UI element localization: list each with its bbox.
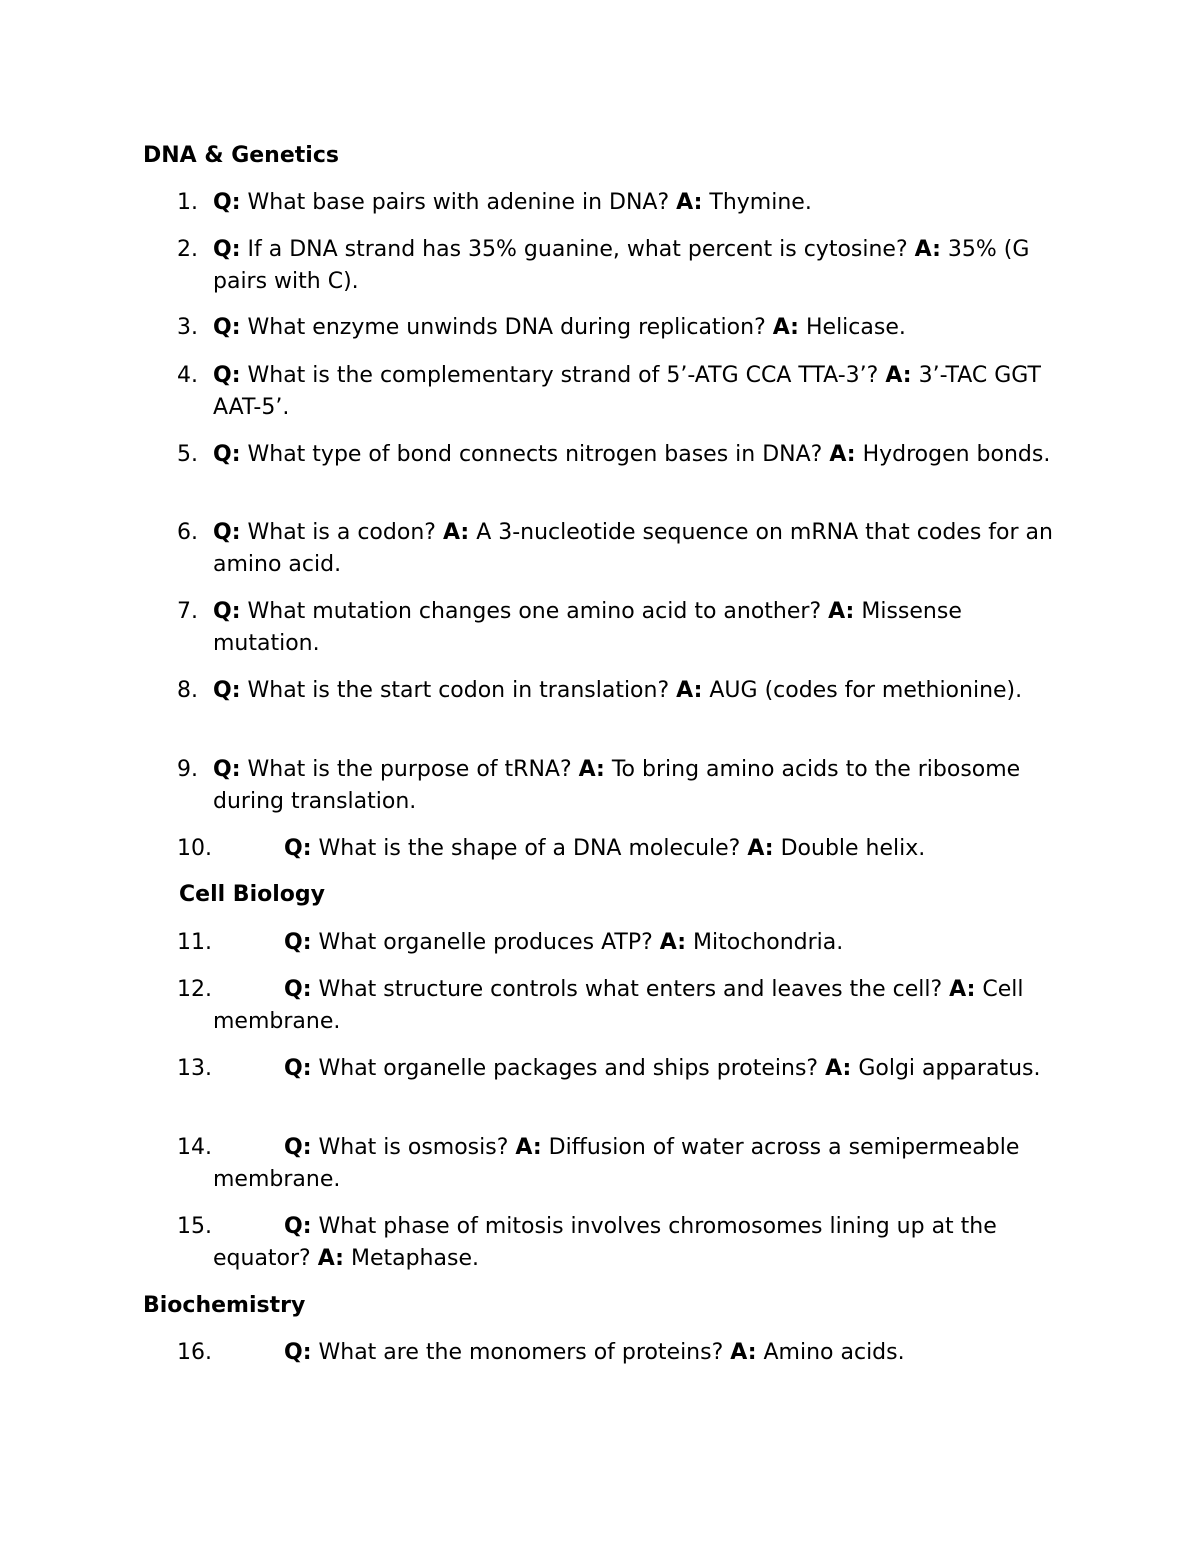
answer-text: To bring amino acids to the ribosome during translation. (213, 757, 1021, 814)
answer-label: A: (442, 520, 470, 545)
answer-text: A 3-nucleotide sequence on mRNA that codes for an amino acid. (213, 520, 1053, 577)
question-text: What type of bond connects nitrogen bases in DNA? (247, 442, 823, 467)
question-text: What is the start codon in translation? (247, 678, 670, 703)
item-number: 2. (177, 237, 198, 262)
answer-text: Double helix. (780, 836, 926, 861)
answer-text: Diffusion of water across a semipermeable membrane. (213, 1135, 1020, 1192)
item-number: 13. (177, 1056, 212, 1081)
answer-text: Missense mutation. (213, 599, 962, 656)
item-text (213, 312, 1063, 344)
answer-label: A: (828, 599, 855, 624)
item-number: 14. (177, 1135, 212, 1160)
item-text (213, 675, 1063, 707)
item-text (213, 927, 1063, 959)
item-text (213, 234, 1063, 297)
question-label: Q: (213, 315, 241, 340)
question-text: What organelle packages and ships proteins? (318, 1056, 819, 1081)
item-number: 11. (177, 930, 212, 955)
question-label: Q: (213, 678, 241, 703)
answer-label: A: (578, 757, 605, 782)
item-text (213, 1211, 1063, 1274)
answer-label: A: (515, 1135, 542, 1160)
section-heading-biochemistry: Biochemistry (143, 1293, 306, 1318)
answer-text: 3’-TAC GGT AAT-5’. (213, 363, 1041, 420)
item-number: 12. (177, 977, 212, 1002)
item-number: 1. (177, 190, 198, 215)
item-number: 10. (177, 836, 212, 861)
answer-text: Hydrogen bonds. (862, 442, 1051, 467)
question-label: Q: (213, 442, 241, 467)
item-text (213, 833, 1063, 865)
question-text: What mutation changes one amino acid to another? (247, 599, 822, 624)
item-number: 6. (177, 520, 198, 545)
answer-label: A: (829, 442, 856, 467)
answer-text: Mitochondria. (693, 930, 844, 955)
answer-label: A: (885, 363, 912, 388)
answer-label: A: (676, 678, 703, 703)
answer-label: A: (747, 836, 774, 861)
answer-label: A: (317, 1245, 344, 1271)
question-text: What is the purpose of tRNA? (247, 757, 572, 782)
item-number: 15. (177, 1214, 212, 1239)
question-label: Q: (213, 363, 241, 388)
item-number: 16. (177, 1340, 212, 1365)
item-number: 9. (177, 757, 198, 782)
item-text (213, 517, 1063, 580)
item-text (213, 187, 1063, 219)
question-label: Q: (284, 1214, 312, 1239)
item-number: 5. (177, 442, 198, 467)
item-number: 7. (177, 599, 198, 624)
item-number: 4. (177, 363, 198, 388)
question-text: What is the shape of a DNA molecule? (318, 836, 741, 861)
question-label: Q: (284, 1135, 312, 1160)
item-text (213, 754, 1063, 817)
item-text (213, 1132, 1063, 1195)
answer-label: A: (825, 1056, 852, 1081)
question-label: Q: (213, 757, 241, 782)
answer-text: Amino acids. (763, 1340, 905, 1365)
item-text (213, 1337, 1063, 1369)
answer-label: A: (914, 237, 941, 262)
question-label: Q: (213, 190, 241, 215)
question-label: Q: (284, 930, 312, 955)
item-number: 8. (177, 678, 198, 703)
answer-label: A: (730, 1340, 757, 1365)
question-text: What are the monomers of proteins? (318, 1340, 724, 1365)
question-text: What is the complementary strand of 5’-ATG CCA TTA-3’? (247, 363, 879, 388)
question-text: What enzyme unwinds DNA during replication? (247, 315, 766, 340)
section-heading-dna-genetics: DNA & Genetics (143, 143, 339, 168)
item-text (213, 596, 1063, 659)
question-text: What organelle produces ATP? (318, 930, 653, 955)
question-text: What is osmosis? (318, 1135, 509, 1160)
question-label: Q: (213, 599, 241, 624)
question-label: Q: (213, 237, 241, 262)
answer-label: A: (949, 977, 976, 1002)
question-label: Q: (284, 1056, 312, 1081)
item-text (213, 439, 1063, 471)
section-heading-cell-biology: Cell Biology (179, 882, 325, 907)
answer-text: Metaphase. (350, 1245, 479, 1271)
answer-label: A: (772, 315, 799, 340)
item-number: 3. (177, 315, 198, 340)
question-text: What phase of mitosis involves chromosomes lining up at the equator? (213, 1214, 997, 1271)
item-text (213, 1053, 1063, 1085)
answer-text: Golgi apparatus. (858, 1056, 1041, 1081)
question-label: Q: (213, 520, 241, 545)
question-text: What is a codon? (247, 520, 436, 545)
answer-text: Cell membrane. (213, 977, 1024, 1034)
answer-label: A: (659, 930, 687, 955)
answer-label: A: (676, 190, 703, 215)
item-text (213, 360, 1063, 423)
question-text: What structure controls what enters and leaves the cell? (318, 977, 943, 1002)
item-text (213, 974, 1063, 1037)
answer-text: AUG (codes for methionine). (709, 678, 1023, 703)
question-label: Q: (284, 836, 312, 861)
answer-text: 35% (G pairs with C). (213, 237, 1030, 294)
question-text: What base pairs with adenine in DNA? (247, 190, 670, 215)
question-label: Q: (284, 1340, 312, 1365)
answer-text: Thymine. (709, 190, 812, 215)
question-label: Q: (284, 977, 312, 1002)
question-text: If a DNA strand has 35% guanine, what percent is cytosine? (247, 237, 908, 262)
answer-text: Helicase. (805, 315, 906, 340)
